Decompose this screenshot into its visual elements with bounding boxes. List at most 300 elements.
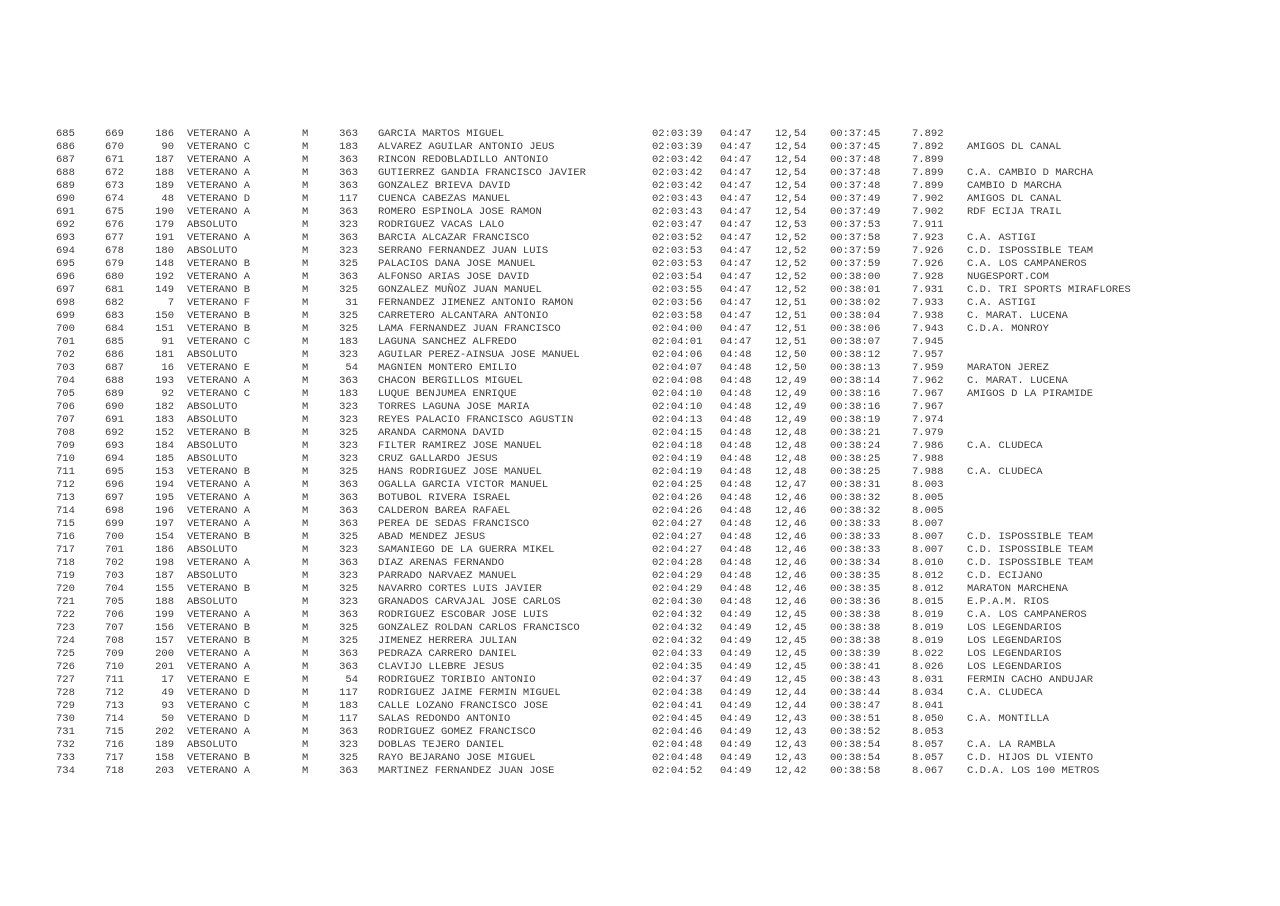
overall-position: 724	[56, 635, 75, 647]
club-name: C. MARAT. LUCENA	[967, 375, 1068, 387]
time-difference: 00:38:38	[830, 635, 881, 647]
category-count: 363	[339, 726, 358, 738]
runner-name: RAYO BEJARANO JOSE MIGUEL	[378, 752, 536, 764]
category-count: 323	[339, 414, 358, 426]
category: VETERANO A	[187, 492, 251, 504]
overall-position: 734	[56, 765, 75, 777]
runner-name: LAGUNA SANCHEZ ALFREDO	[378, 336, 517, 348]
position-count: 674	[105, 193, 124, 205]
time-difference: 00:38:47	[830, 700, 881, 712]
runner-name: RODRIGUEZ GOMEZ FRANCISCO	[378, 726, 536, 738]
finish-time: 02:04:10	[652, 388, 703, 400]
speed: 12,46	[775, 570, 807, 582]
runner-name: GONZALEZ MUÑOZ JUAN MANUEL	[378, 284, 542, 296]
position-count: 679	[105, 258, 124, 270]
table-row	[0, 440, 1280, 453]
finish-time: 02:04:10	[652, 401, 703, 413]
pace: 04:47	[720, 245, 752, 257]
finish-time: 02:04:25	[652, 479, 703, 491]
table-row	[0, 167, 1280, 180]
category-count: 325	[339, 427, 358, 439]
speed: 12,43	[775, 713, 807, 725]
overall-position: 721	[56, 596, 75, 608]
sex: M	[302, 427, 309, 439]
position-count: 704	[105, 583, 124, 595]
category-count: 325	[339, 622, 358, 634]
table-row	[0, 479, 1280, 492]
position-count: 700	[105, 531, 124, 543]
bib-number: 154	[155, 531, 174, 543]
category: VETERANO E	[187, 362, 251, 374]
category: VETERANO A	[187, 557, 251, 569]
time-difference: 00:38:41	[830, 661, 881, 673]
category-count: 363	[339, 167, 358, 179]
speed: 12,49	[775, 401, 807, 413]
pace: 04:47	[720, 310, 752, 322]
gap-value: 8.019	[912, 635, 944, 647]
sex: M	[302, 414, 309, 426]
time-difference: 00:38:21	[830, 427, 881, 439]
bib-number: 49	[161, 687, 174, 699]
speed: 12,45	[775, 635, 807, 647]
table-row	[0, 193, 1280, 206]
time-difference: 00:38:31	[830, 479, 881, 491]
club-name: C.D. ISPOSSIBLE TEAM	[967, 557, 1094, 569]
sex: M	[302, 492, 309, 504]
category-count: 325	[339, 310, 358, 322]
sex: M	[302, 713, 309, 725]
sex: M	[302, 687, 309, 699]
gap-value: 8.057	[912, 752, 944, 764]
club-name: LOS LEGENDARIOS	[967, 622, 1062, 634]
runner-name: GONZALEZ ROLDAN CARLOS FRANCISCO	[378, 622, 580, 634]
finish-time: 02:04:52	[652, 765, 703, 777]
speed: 12,43	[775, 726, 807, 738]
runner-name: MAGNIEN MONTERO EMILIO	[378, 362, 517, 374]
overall-position: 730	[56, 713, 75, 725]
category-count: 363	[339, 518, 358, 530]
pace: 04:48	[720, 427, 752, 439]
category: ABSOLUTO	[187, 349, 238, 361]
pace: 04:49	[720, 635, 752, 647]
gap-value: 7.928	[912, 271, 944, 283]
table-row	[0, 531, 1280, 544]
speed: 12,54	[775, 154, 807, 166]
gap-value: 7.926	[912, 245, 944, 257]
pace: 04:49	[720, 648, 752, 660]
position-count: 683	[105, 310, 124, 322]
position-count: 708	[105, 635, 124, 647]
club-name: C.A. CLUDECA	[967, 687, 1043, 699]
runner-name: OGALLA GARCIA VICTOR MANUEL	[378, 479, 549, 491]
position-count: 701	[105, 544, 124, 556]
finish-time: 02:04:19	[652, 453, 703, 465]
finish-time: 02:04:00	[652, 323, 703, 335]
position-count: 687	[105, 362, 124, 374]
position-count: 709	[105, 648, 124, 660]
category-count: 325	[339, 284, 358, 296]
position-count: 696	[105, 479, 124, 491]
position-count: 706	[105, 609, 124, 621]
club-name: C.A. CAMBIO D MARCHA	[967, 167, 1094, 179]
category-count: 323	[339, 401, 358, 413]
position-count: 675	[105, 206, 124, 218]
table-row	[0, 245, 1280, 258]
table-row	[0, 752, 1280, 765]
position-count: 699	[105, 518, 124, 530]
runner-name: GARCIA MARTOS MIGUEL	[378, 128, 505, 140]
finish-time: 02:04:27	[652, 518, 703, 530]
category-count: 323	[339, 245, 358, 257]
gap-value: 8.005	[912, 505, 944, 517]
time-difference: 00:38:32	[830, 492, 881, 504]
finish-time: 02:04:45	[652, 713, 703, 725]
sex: M	[302, 557, 309, 569]
table-row	[0, 661, 1280, 674]
gap-value: 7.892	[912, 128, 944, 140]
time-difference: 00:37:59	[830, 245, 881, 257]
overall-position: 699	[56, 310, 75, 322]
finish-time: 02:04:35	[652, 661, 703, 673]
time-difference: 00:38:39	[830, 648, 881, 660]
table-row	[0, 583, 1280, 596]
table-row	[0, 505, 1280, 518]
runner-name: HANS RODRIGUEZ JOSE MANUEL	[378, 466, 542, 478]
pace: 04:49	[720, 687, 752, 699]
gap-value: 8.005	[912, 492, 944, 504]
table-row	[0, 297, 1280, 310]
position-count: 676	[105, 219, 124, 231]
finish-time: 02:03:43	[652, 193, 703, 205]
bib-number: 187	[155, 570, 174, 582]
sex: M	[302, 726, 309, 738]
speed: 12,46	[775, 505, 807, 517]
sex: M	[302, 141, 309, 153]
club-name: E.P.A.M. RIOS	[967, 596, 1049, 608]
bib-number: 187	[155, 154, 174, 166]
gap-value: 7.899	[912, 167, 944, 179]
gap-value: 8.034	[912, 687, 944, 699]
club-name: C. MARAT. LUCENA	[967, 310, 1068, 322]
finish-time: 02:03:53	[652, 245, 703, 257]
category: VETERANO C	[187, 336, 251, 348]
category-count: 183	[339, 336, 358, 348]
gap-value: 8.007	[912, 531, 944, 543]
bib-number: 201	[155, 661, 174, 673]
pace: 04:49	[720, 622, 752, 634]
table-row	[0, 362, 1280, 375]
speed: 12,52	[775, 284, 807, 296]
speed: 12,52	[775, 232, 807, 244]
table-row	[0, 687, 1280, 700]
club-name: RDF ECIJA TRAIL	[967, 206, 1062, 218]
speed: 12,49	[775, 388, 807, 400]
table-row	[0, 310, 1280, 323]
time-difference: 00:38:58	[830, 765, 881, 777]
position-count: 677	[105, 232, 124, 244]
finish-time: 02:04:29	[652, 570, 703, 582]
bib-number: 192	[155, 271, 174, 283]
runner-name: CLAVIJO LLEBRE JESUS	[378, 661, 505, 673]
category: VETERANO A	[187, 375, 251, 387]
pace: 04:47	[720, 258, 752, 270]
gap-value: 7.979	[912, 427, 944, 439]
overall-position: 702	[56, 349, 75, 361]
sex: M	[302, 518, 309, 530]
position-count: 685	[105, 336, 124, 348]
overall-position: 720	[56, 583, 75, 595]
position-count: 717	[105, 752, 124, 764]
category: ABSOLUTO	[187, 570, 238, 582]
overall-position: 718	[56, 557, 75, 569]
overall-position: 690	[56, 193, 75, 205]
sex: M	[302, 505, 309, 517]
category: ABSOLUTO	[187, 245, 238, 257]
pace: 04:47	[720, 297, 752, 309]
speed: 12,45	[775, 661, 807, 673]
category-count: 323	[339, 453, 358, 465]
speed: 12,46	[775, 544, 807, 556]
pace: 04:47	[720, 206, 752, 218]
pace: 04:49	[720, 765, 752, 777]
overall-position: 706	[56, 401, 75, 413]
speed: 12,53	[775, 219, 807, 231]
category: VETERANO D	[187, 687, 251, 699]
position-count: 695	[105, 466, 124, 478]
finish-time: 02:04:46	[652, 726, 703, 738]
bib-number: 189	[155, 739, 174, 751]
pace: 04:48	[720, 479, 752, 491]
category-count: 363	[339, 232, 358, 244]
overall-position: 731	[56, 726, 75, 738]
position-count: 669	[105, 128, 124, 140]
finish-time: 02:04:18	[652, 440, 703, 452]
overall-position: 696	[56, 271, 75, 283]
gap-value: 7.945	[912, 336, 944, 348]
bib-number: 188	[155, 596, 174, 608]
table-row	[0, 674, 1280, 687]
sex: M	[302, 128, 309, 140]
runner-name: GONZALEZ BRIEVA DAVID	[378, 180, 511, 192]
bib-number: 196	[155, 505, 174, 517]
category-count: 323	[339, 219, 358, 231]
category: VETERANO C	[187, 700, 251, 712]
category: VETERANO B	[187, 323, 251, 335]
runner-name: ARANDA CARMONA DAVID	[378, 427, 505, 439]
pace: 04:49	[720, 700, 752, 712]
gap-value: 7.988	[912, 453, 944, 465]
pace: 04:47	[720, 323, 752, 335]
speed: 12,46	[775, 583, 807, 595]
overall-position: 727	[56, 674, 75, 686]
time-difference: 00:38:25	[830, 466, 881, 478]
runner-name: JIMENEZ HERRERA JULIAN	[378, 635, 517, 647]
gap-value: 7.902	[912, 206, 944, 218]
category: ABSOLUTO	[187, 440, 238, 452]
runner-name: LUQUE BENJUMEA ENRIQUE	[378, 388, 517, 400]
table-row	[0, 544, 1280, 557]
bib-number: 179	[155, 219, 174, 231]
category-count: 363	[339, 492, 358, 504]
table-row	[0, 284, 1280, 297]
finish-time: 02:03:53	[652, 258, 703, 270]
category: VETERANO B	[187, 622, 251, 634]
overall-position: 697	[56, 284, 75, 296]
position-count: 686	[105, 349, 124, 361]
category: VETERANO A	[187, 518, 251, 530]
category-count: 323	[339, 596, 358, 608]
sex: M	[302, 271, 309, 283]
overall-position: 716	[56, 531, 75, 543]
category: VETERANO B	[187, 310, 251, 322]
club-name: C.D.A. MONROY	[967, 323, 1049, 335]
category: VETERANO B	[187, 531, 251, 543]
pace: 04:47	[720, 336, 752, 348]
table-row	[0, 570, 1280, 583]
table-row	[0, 414, 1280, 427]
club-name: FERMIN CACHO ANDUJAR	[967, 674, 1094, 686]
finish-time: 02:04:07	[652, 362, 703, 374]
gap-value: 7.892	[912, 141, 944, 153]
position-count: 715	[105, 726, 124, 738]
time-difference: 00:38:16	[830, 388, 881, 400]
finish-time: 02:04:37	[652, 674, 703, 686]
overall-position: 728	[56, 687, 75, 699]
category-count: 183	[339, 388, 358, 400]
position-count: 697	[105, 492, 124, 504]
gap-value: 8.026	[912, 661, 944, 673]
time-difference: 00:38:38	[830, 622, 881, 634]
table-row	[0, 765, 1280, 778]
bib-number: 153	[155, 466, 174, 478]
pace: 04:48	[720, 518, 752, 530]
category-count: 363	[339, 609, 358, 621]
club-name: AMIGOS DL CANAL	[967, 193, 1062, 205]
speed: 12,49	[775, 414, 807, 426]
runner-name: CUENCA CABEZAS MANUEL	[378, 193, 511, 205]
category-count: 183	[339, 141, 358, 153]
runner-name: PALACIOS DANA JOSE MANUEL	[378, 258, 536, 270]
runner-name: BARCIA ALCAZAR FRANCISCO	[378, 232, 530, 244]
table-row	[0, 739, 1280, 752]
position-count: 712	[105, 687, 124, 699]
club-name: LOS LEGENDARIOS	[967, 635, 1062, 647]
table-row	[0, 258, 1280, 271]
bib-number: 152	[155, 427, 174, 439]
overall-position: 685	[56, 128, 75, 140]
table-row	[0, 388, 1280, 401]
table-row	[0, 349, 1280, 362]
finish-time: 02:04:41	[652, 700, 703, 712]
finish-time: 02:04:38	[652, 687, 703, 699]
time-difference: 00:38:35	[830, 570, 881, 582]
table-row	[0, 648, 1280, 661]
time-difference: 00:38:54	[830, 739, 881, 751]
runner-name: CALLE LOZANO FRANCISCO JOSE	[378, 700, 549, 712]
time-difference: 00:38:25	[830, 453, 881, 465]
category: VETERANO B	[187, 752, 251, 764]
position-count: 710	[105, 661, 124, 673]
bib-number: 148	[155, 258, 174, 270]
runner-name: SAMANIEGO DE LA GUERRA MIKEL	[378, 544, 555, 556]
time-difference: 00:38:06	[830, 323, 881, 335]
sex: M	[302, 622, 309, 634]
sex: M	[302, 193, 309, 205]
time-difference: 00:38:52	[830, 726, 881, 738]
category-count: 117	[339, 713, 358, 725]
pace: 04:47	[720, 232, 752, 244]
bib-number: 198	[155, 557, 174, 569]
category: VETERANO C	[187, 141, 251, 153]
gap-value: 8.031	[912, 674, 944, 686]
position-count: 688	[105, 375, 124, 387]
bib-number: 202	[155, 726, 174, 738]
category-count: 325	[339, 323, 358, 335]
bib-number: 149	[155, 284, 174, 296]
bib-number: 186	[155, 544, 174, 556]
sex: M	[302, 336, 309, 348]
runner-name: REYES PALACIO FRANCISCO AGUSTIN	[378, 414, 574, 426]
category: VETERANO A	[187, 609, 251, 621]
time-difference: 00:38:24	[830, 440, 881, 452]
gap-value: 8.010	[912, 557, 944, 569]
club-name: AMIGOS DL CANAL	[967, 141, 1062, 153]
club-name: C.A. LOS CAMPANEROS	[967, 258, 1087, 270]
bib-number: 93	[161, 700, 174, 712]
table-row	[0, 609, 1280, 622]
time-difference: 00:38:13	[830, 362, 881, 374]
pace: 04:49	[720, 609, 752, 621]
pace: 04:48	[720, 531, 752, 543]
overall-position: 700	[56, 323, 75, 335]
sex: M	[302, 752, 309, 764]
overall-position: 708	[56, 427, 75, 439]
club-name: NUGESPORT.COM	[967, 271, 1049, 283]
category: ABSOLUTO	[187, 596, 238, 608]
category-count: 363	[339, 128, 358, 140]
overall-position: 733	[56, 752, 75, 764]
pace: 04:49	[720, 674, 752, 686]
time-difference: 00:38:00	[830, 271, 881, 283]
pace: 04:47	[720, 271, 752, 283]
pace: 04:48	[720, 596, 752, 608]
overall-position: 695	[56, 258, 75, 270]
speed: 12,50	[775, 362, 807, 374]
finish-time: 02:04:32	[652, 622, 703, 634]
position-count: 678	[105, 245, 124, 257]
time-difference: 00:38:16	[830, 401, 881, 413]
category: VETERANO B	[187, 284, 251, 296]
pace: 04:48	[720, 388, 752, 400]
overall-position: 698	[56, 297, 75, 309]
pace: 04:48	[720, 349, 752, 361]
gap-value: 7.959	[912, 362, 944, 374]
club-name: C.D. ECIJANO	[967, 570, 1043, 582]
category-count: 325	[339, 752, 358, 764]
runner-name: PEREA DE SEDAS FRANCISCO	[378, 518, 530, 530]
speed: 12,54	[775, 180, 807, 192]
table-row	[0, 557, 1280, 570]
pace: 04:48	[720, 453, 752, 465]
overall-position: 717	[56, 544, 75, 556]
category: VETERANO D	[187, 193, 251, 205]
speed: 12,46	[775, 492, 807, 504]
speed: 12,43	[775, 739, 807, 751]
runner-name: CHACON BERGILLOS MIGUEL	[378, 375, 523, 387]
position-count: 703	[105, 570, 124, 582]
category: ABSOLUTO	[187, 401, 238, 413]
time-difference: 00:38:34	[830, 557, 881, 569]
